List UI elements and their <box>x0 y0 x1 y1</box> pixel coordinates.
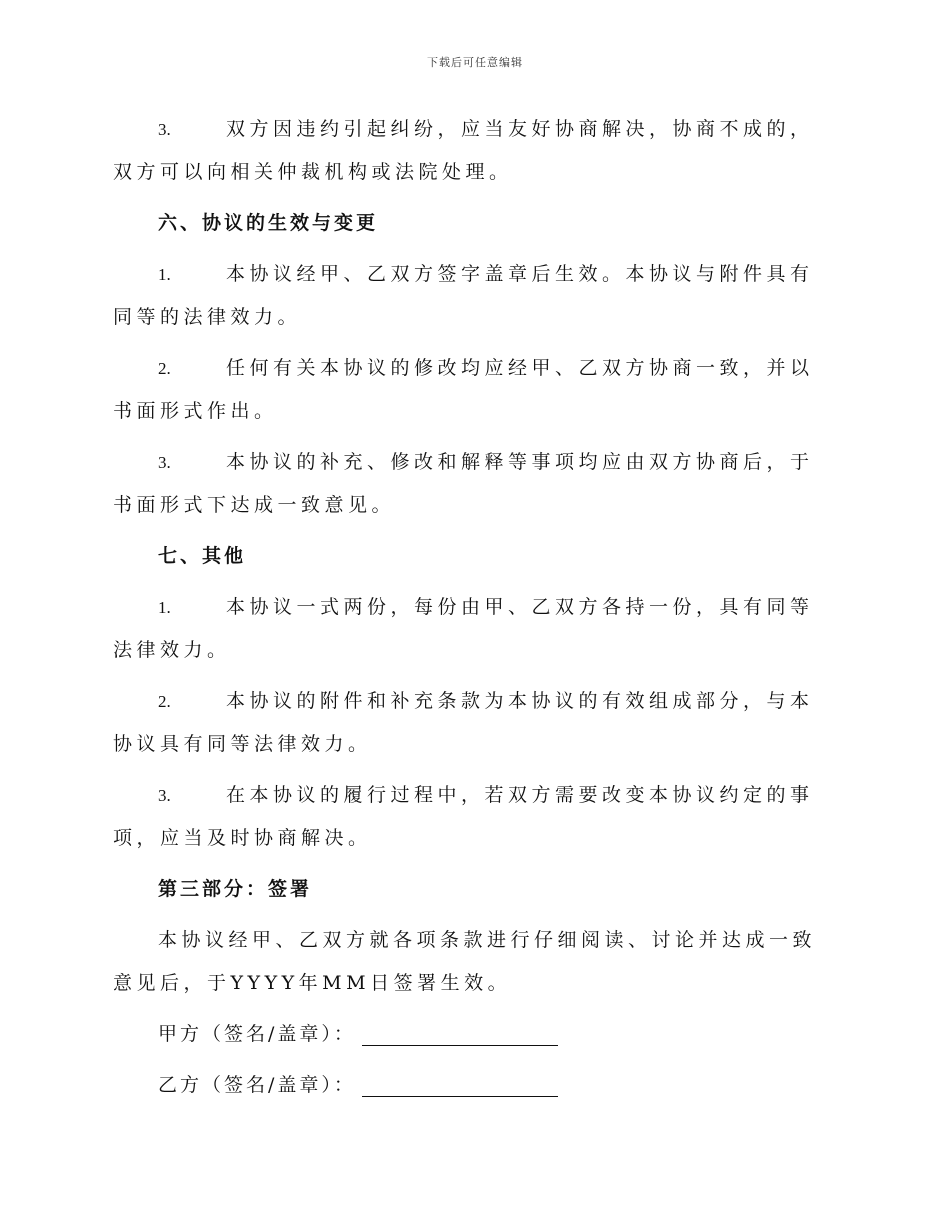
party-b-label: 乙方（签名/盖章）： <box>158 1074 356 1096</box>
signing-statement: 本协议经甲、乙双方就各项条款进行仔细阅读、讨论并达成一致意见后，于YYYY年MM日签署生效。 <box>113 929 817 994</box>
page-header: 下载后可任意编辑 <box>427 56 523 69</box>
party-b-signature-blank[interactable] <box>362 1074 558 1097</box>
clause-text: 任何有关本协议的修改均应经甲、乙双方协商一致，并以书面形式作出。 <box>113 357 814 422</box>
party-a-label: 甲方（签名/盖章）： <box>158 1023 356 1045</box>
clause-number: 3. <box>158 786 171 805</box>
clause-number: 2. <box>158 692 171 711</box>
clause-text: 本协议一式两份，每份由甲、乙双方各持一份，具有同等法律效力。 <box>113 596 814 661</box>
clause-text: 本协议经甲、乙双方签字盖章后生效。本协议与附件具有同等的法律效力。 <box>113 263 814 328</box>
clause-7-1 <box>113 586 833 672</box>
clause-number: 3. <box>158 120 171 139</box>
clause-7-2 <box>113 680 833 766</box>
part-3-heading: 第三部分：签署 <box>158 878 313 900</box>
section-6-heading: 六、协议的生效与变更 <box>158 212 379 234</box>
clause-text: 双方因违约引起纠纷，应当友好协商解决，协商不成的，双方可以向相关仲裁机构或法院处理。 <box>113 118 814 183</box>
clause-6-3 <box>113 441 833 527</box>
clause-number: 1. <box>158 598 171 617</box>
clause-text: 在本协议的履行过程中，若双方需要改变本协议约定的事项，应当及时协商解决。 <box>113 784 814 849</box>
clause-6-2 <box>113 347 833 433</box>
clause-5-3 <box>113 108 833 194</box>
clause-number: 3. <box>158 453 171 472</box>
clause-6-1 <box>113 253 833 339</box>
document-body <box>113 108 833 1115</box>
section-7-heading: 七、其他 <box>158 545 247 567</box>
clause-7-3 <box>113 774 833 860</box>
clause-text: 本协议的补充、修改和解释等事项均应由双方协商后，于书面形式下达成一致意见。 <box>113 451 814 516</box>
clause-number: 1. <box>158 265 171 284</box>
party-b-signature-line <box>113 1064 833 1107</box>
clause-number: 2. <box>158 359 171 378</box>
party-a-signature-blank[interactable] <box>362 1023 558 1046</box>
party-a-signature-line <box>113 1013 833 1056</box>
clause-text: 本协议的附件和补充条款为本协议的有效组成部分，与本协议具有同等法律效力。 <box>113 690 814 755</box>
